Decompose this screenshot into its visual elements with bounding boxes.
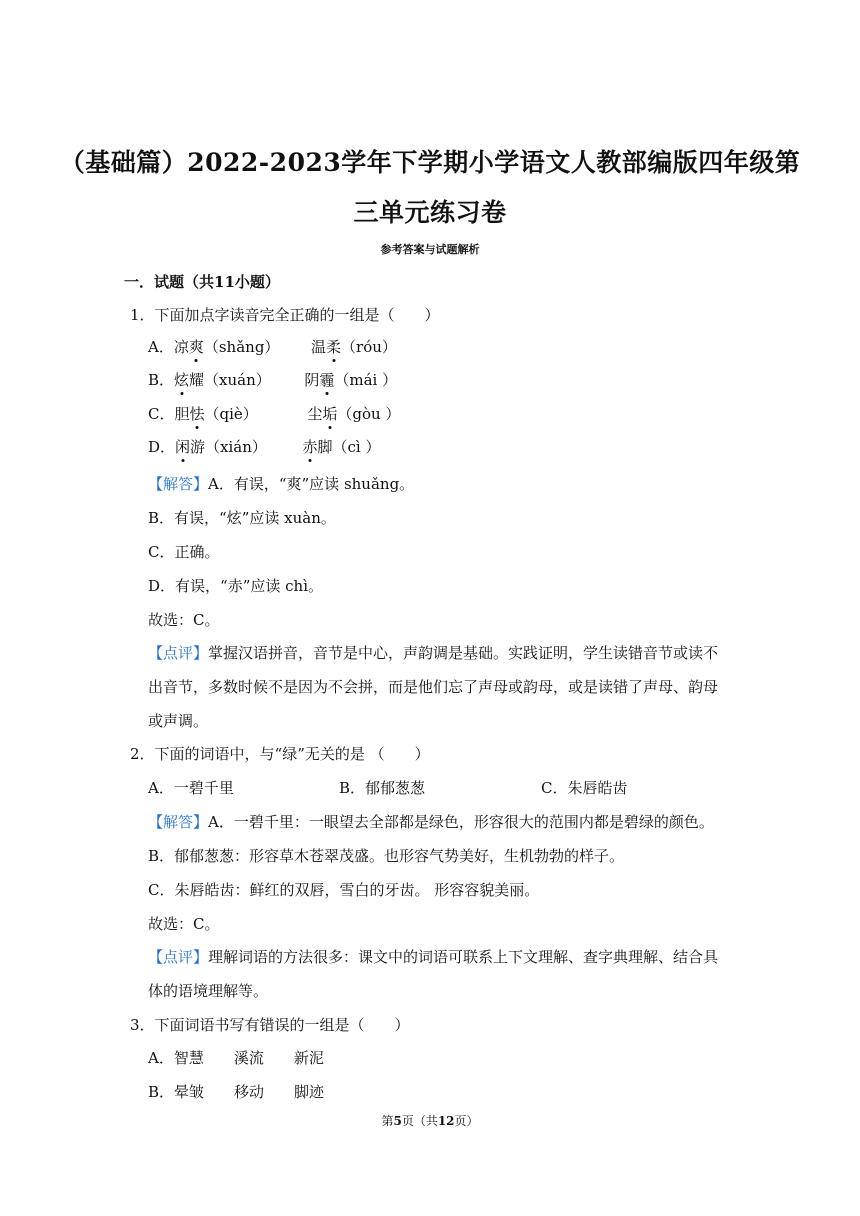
answer-tag: 【解答】 — [148, 813, 209, 831]
emphasis-char: 垢 — [322, 405, 338, 423]
q2-option-b: B．郁郁葱葱 — [339, 779, 426, 797]
q2-option-c: C．朱唇皓齿 — [541, 779, 628, 797]
q1-stem: 1．下面加点字读音完全正确的一组是（ ） — [130, 306, 440, 324]
q1-comment-3: 或声调。 — [148, 712, 209, 730]
doc-title-line1: （基础篇）2022-2023学年下学期小学语文人教部编版四年级第 — [59, 148, 801, 177]
page-footer: 第5页（共12页） — [381, 1114, 479, 1128]
q1-option-a: A．凉爽（shǎng） 温柔（róu） — [148, 338, 397, 356]
page-total: 12 — [437, 1114, 455, 1128]
section-heading: 一．试题（共11小题） — [124, 273, 280, 291]
q2-choose: 故选：C。 — [148, 915, 220, 933]
q2-option-a: A．一碧千里 — [148, 779, 234, 797]
emphasis-char: 赤 — [302, 438, 318, 456]
comment-tag: 【点评】 — [148, 644, 209, 662]
q1-option-d: D．闲游（xián） 赤脚（cì ） — [148, 438, 381, 456]
comment-tag: 【点评】 — [148, 948, 209, 966]
q1-answer-a: 【解答】A．有误，“爽”应读 shuǎng。 — [148, 475, 415, 493]
emphasis-char: 怯 — [189, 405, 205, 423]
q1-answer-d: D．有误，“赤”应读 chì。 — [148, 577, 323, 595]
q2-comment-2: 体的语境理解等。 — [148, 982, 269, 1000]
q3-stem: 3．下面词语书写有错误的一组是（ ） — [130, 1016, 410, 1034]
emphasis-char: 闲 — [175, 438, 191, 456]
doc-title-line2: 三单元练习卷 — [353, 198, 507, 227]
emphasis-char: 霾 — [319, 371, 335, 389]
q1-answer-c: C．正确。 — [148, 543, 220, 561]
q3-option-a: A．智慧 溪流 新泥 — [148, 1049, 324, 1067]
q1-answer-b: B．有误，“炫”应读 xuàn。 — [148, 509, 336, 527]
emphasis-char: 柔 — [326, 338, 342, 356]
page-number: 5 — [393, 1114, 402, 1128]
q1-comment-2: 出音节，多数时候不是因为不会拼，而是他们忘了声母或韵母，或是读错了声母、韵母 — [148, 678, 719, 696]
answer-tag: 【解答】 — [148, 475, 209, 493]
q3-option-b: B．晕皱 移动 脚迹 — [148, 1083, 325, 1101]
q1-choose: 故选：C。 — [148, 611, 220, 629]
emphasis-char: 炫 — [174, 371, 190, 389]
emphasis-char: 爽 — [188, 338, 204, 356]
q2-answer-a: 【解答】A．一碧千里：一眼望去全部都是绿色，形容很大的范围内都是碧绿的颜色。 — [148, 813, 714, 831]
q1-comment-1: 【点评】掌握汉语拼音，音节是中心，声韵调是基础。实践证明，学生读错音节或读不 — [148, 644, 719, 662]
q1-option-b: B．炫耀（xuán） 阴霾（mái ） — [148, 371, 398, 389]
q2-answer-c: C．朱唇皓齿：鲜红的双唇，雪白的牙齿。 形容容貌美丽。 — [148, 881, 540, 899]
q2-stem: 2．下面的词语中，与“绿”无关的是 （ ） — [130, 745, 430, 763]
q2-comment-1: 【点评】理解词语的方法很多：课文中的词语可联系上下文理解、查字典理解、结合具 — [148, 948, 719, 966]
q1-option-c: C．胆怯（qiè） 尘垢（gòu ） — [148, 405, 401, 423]
doc-subtitle: 参考答案与试题解析 — [380, 243, 480, 256]
q2-answer-b: B．郁郁葱葱：形容草木苍翠茂盛。也形容气势美好，生机勃勃的样子。 — [148, 847, 625, 865]
